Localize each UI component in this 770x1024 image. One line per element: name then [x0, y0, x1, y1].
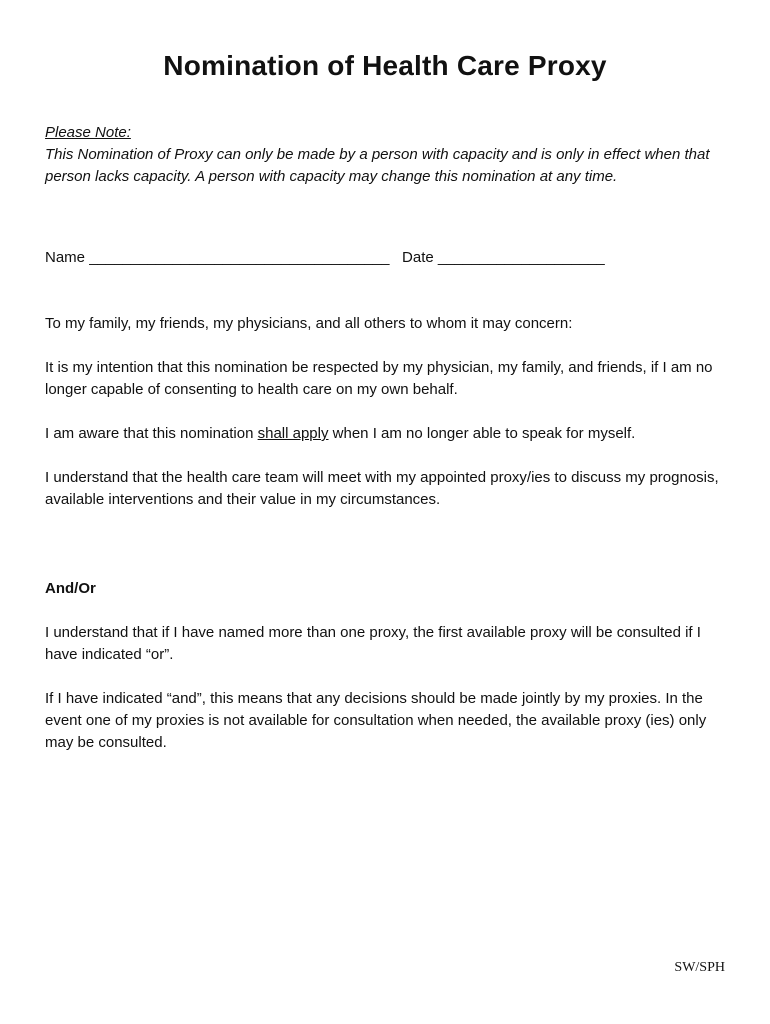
name-date-line	[45, 247, 735, 269]
shall-apply-text: shall apply	[257, 425, 329, 442]
document-title: Nomination of Health Care Proxy	[163, 50, 607, 81]
name-field[interactable]: ____________________________________	[89, 249, 390, 266]
note-block	[45, 122, 735, 188]
paragraph-intention: It is my intention that this nomination be respected by my physician, my family, and friends, if I am no longer capable of consenting to health care on my own behalf.	[45, 359, 713, 398]
paragraph-and-proxy: If I have indicated “and”, this means that any decisions should be made jointly by my proxies. In the event one of my proxies is not available for consultation when needed, the available proxy (ies) only may be consulted.	[45, 690, 707, 751]
and-or-heading: And/Or	[45, 580, 96, 597]
paragraph-health-care-team: I understand that the health care team will meet with my appointed proxy/ies to discuss my prognosis, available interventions and their value in my circumstances.	[45, 469, 719, 508]
note-heading: Please Note:	[45, 124, 131, 141]
footer-code: SW/SPH	[674, 960, 725, 975]
name-label: Name	[45, 249, 86, 266]
note-body: This Nomination of Proxy can only be made by a person with capacity and is only in effect when that person lacks capacity. A person with capacity may change this nomination at any time.	[45, 146, 710, 185]
paragraph-awareness-after: when I am no longer able to speak for myself.	[328, 425, 636, 442]
paragraph-awareness-before: I am aware that this nomination	[45, 425, 258, 442]
date-label: Date	[402, 249, 434, 266]
paragraph-or-proxy: I understand that if I have named more than one proxy, the first available proxy will be consulted if I have indicated “or”.	[45, 624, 701, 663]
paragraph-awareness	[45, 423, 735, 445]
date-field[interactable]: ____________________	[437, 249, 605, 266]
greeting-text: To my family, my friends, my physicians, and all others to whom it may concern:	[45, 315, 573, 332]
